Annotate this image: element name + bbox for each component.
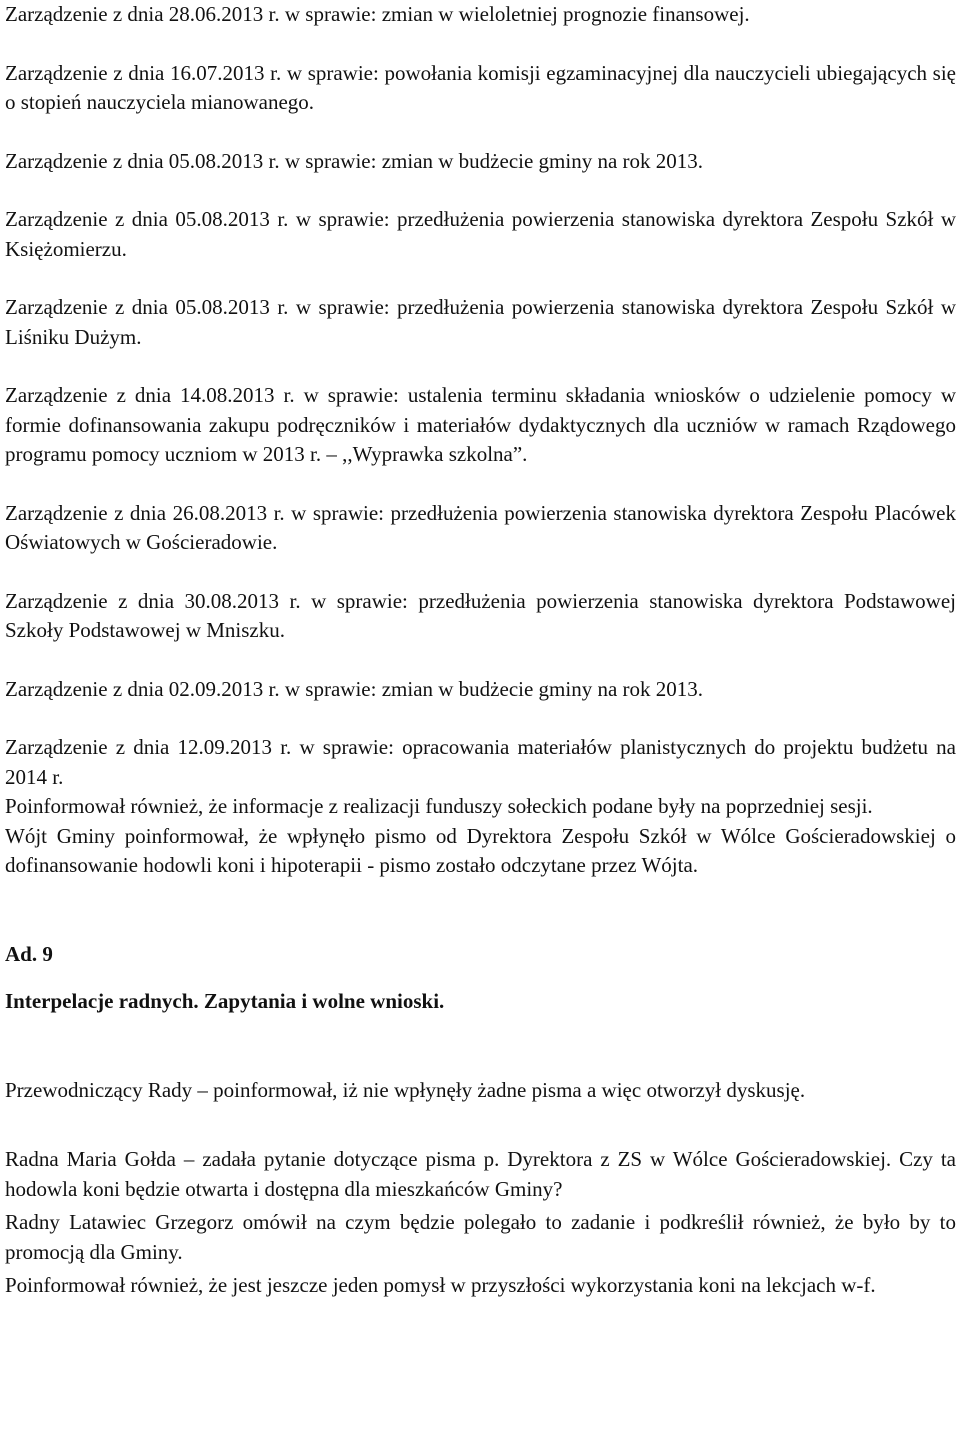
discussion-paragraph: Przewodniczący Rady – poinformował, iż nie wpłynęły żadne pisma a więc otworzył dyskusję. [5,1077,806,1102]
info-paragraph: Wójt Gminy poinformował, że wpłynęło pismo od Dyrektora Zespołu Szkół w Wólce Gościeradowskiej o dofinansowanie hodowli koni i hipoterapii - pismo zostało odczytane przez Wójta. [5,823,956,877]
section-title: Interpelacje radnych. Zapytania i wolne wnioski. [5,989,445,1013]
order-paragraph: Zarządzenie z dnia 14.08.2013 r. w sprawie: ustalenia terminu składania wniosków o udzielenie pomocy w formie dofinansowania zakupu podręczników i materiałów dydaktycznych dla uczniów w ramach Rządowego programu pomocy uczniom w 2013 r. – ,,Wyprawka szkolna”. [5,383,956,466]
order-paragraph: Zarządzenie z dnia 05.08.2013 r. w sprawie: przedłużenia powierzenia stanowiska dyrektora Zespołu Szkół w Liśniku Dużym. [5,295,956,349]
order-paragraph: Zarządzenie z dnia 26.08.2013 r. w sprawie: przedłużenia powierzenia stanowiska dyrektora Zespołu Placówek Oświatowych w Gościeradowie. [5,500,956,554]
order-paragraph: Zarządzenie z dnia 16.07.2013 r. w sprawie: powołania komisji egzaminacyjnej dla nauczycieli ubiegających się o stopień nauczyciela mianowanego. [5,60,956,114]
order-paragraph: Zarządzenie z dnia 05.08.2013 r. w sprawie: przedłużenia powierzenia stanowiska dyrektora Zespołu Szkół w Księżomierzu. [5,207,956,261]
document-page [5,0,956,1301]
order-paragraph: Zarządzenie z dnia 30.08.2013 r. w sprawie: przedłużenia powierzenia stanowiska dyrektora Podstawowej Szkoły Podstawowej w Mniszku. [5,588,956,642]
info-paragraph: Poinformował również, że informacje z realizacji funduszy sołeckich podane były na poprzedniej sesji. [5,794,873,818]
order-paragraph: Zarządzenie z dnia 12.09.2013 r. w sprawie: opracowania materiałów planistycznych do projektu budżetu na 2014 r. [5,735,956,789]
order-paragraph: Zarządzenie z dnia 28.06.2013 r. w sprawie: zmian w wieloletniej prognozie finansowej. [5,2,750,26]
section-number: Ad. 9 [5,941,53,966]
order-paragraph: Zarządzenie z dnia 05.08.2013 r. w sprawie: zmian w budżecie gminy na rok 2013. [5,148,704,173]
discussion-paragraph: Poinformował również, że jest jeszcze jeden pomysł w przyszłości wykorzystania koni na lekcjach w-f. [5,1273,876,1297]
discussion-paragraph: Radny Latawiec Grzegorz omówił na czym będzie polegało to zadanie i podkreślił również, że było by to promocją dla Gminy. [5,1210,956,1264]
discussion-paragraph: Radna Maria Gołda – zadała pytanie dotyczące pisma p. Dyrektora z ZS w Wólce Gościeradowskiej. Czy ta hodowla koni będzie otwarta i dostępna dla mieszkańców Gminy? [5,1147,956,1201]
order-paragraph: Zarządzenie z dnia 02.09.2013 r. w sprawie: zmian w budżecie gminy na rok 2013. [5,676,704,701]
